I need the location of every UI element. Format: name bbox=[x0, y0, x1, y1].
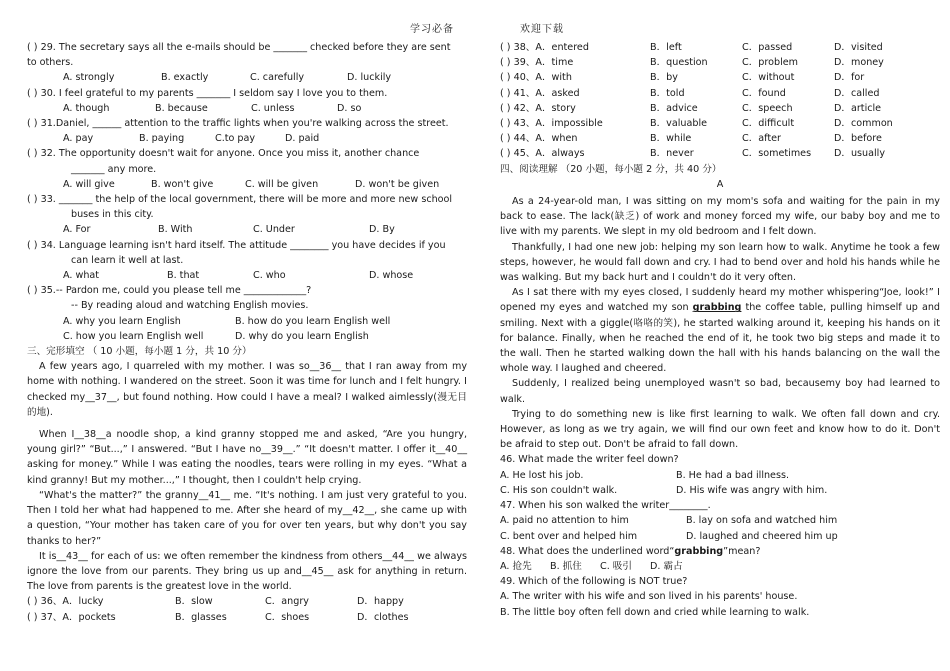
options: A. though B. because C. unless D. so bbox=[63, 102, 362, 114]
header-left: 学习必备 bbox=[410, 24, 454, 35]
cloze-option-row: ( ) 41、A．asked B．told C．found D．called bbox=[500, 87, 880, 99]
reading-paragraph-5: Trying to do something new is like first learning to walk. We often fall down and cry. However, as long as we try again, we will find our own feet and know how to do it. Don't be afraid to step out. Don't be afraid to fall down. bbox=[500, 408, 940, 451]
cloze-option-row: ( ) 44、A．when B．while C．after D．before bbox=[500, 133, 882, 145]
options: A. what B. that C. who D. whose bbox=[63, 270, 414, 282]
options: A. For B. With C. Under D. By bbox=[63, 224, 395, 236]
reading-paragraph-2: Thankfully, I had one new job: helping my son learn how to walk. Anytime he took a few steps, however, he would fall down and cry. I had to bend over and hold his hands while he was walking. But my back hurt and I couldn't do it very often. bbox=[500, 241, 940, 284]
question-49: 49. Which of the following is NOT true? A. The writer with his wife and son lived in his parents' house. B. The little boy often fell down and cried while learning to walk. bbox=[500, 576, 810, 618]
right-column bbox=[500, 40, 940, 620]
passage-label: A bbox=[716, 178, 724, 190]
question-30: ( ) 30. I feel grateful to my parents _______ I seldom say I love you to them. A. though B. because C. unless D. so bbox=[27, 86, 467, 116]
question-31: ( ) 31.Daniel, ______ attention to the traffic lights when you're walking across the street. A. pay B. paying C.to pay D. paid bbox=[27, 116, 467, 146]
question-46: 46. What made the writer feel down? A. He lost his job. B. He had a bad illness. C. His son couldn't walk. D. His wife was angry with him. bbox=[500, 454, 828, 496]
cloze-option-row: ( ) 38、A．entered B．left C．passed D．visited bbox=[500, 42, 883, 53]
header-right: 欢迎下载 bbox=[520, 24, 564, 35]
cloze-option-36: ( ) 36、A．lucky B．slow C．angry D．happy bbox=[27, 596, 404, 608]
underlined-word: grabbing bbox=[692, 302, 742, 314]
options: C. how you learn English well D. why do you learn English bbox=[63, 330, 369, 342]
cloze-paragraph-2: When I__38__a noodle shop, a kind granny stopped me and asked, “Are you hungry, young girl?” “But...,” I answered. “But I have no__39__.” “It doesn't matter. I offer it__40__ asking for money.” While I was eating the noodles, tears were rolling in my eyes. “What a kind granny! But my mother...,” I thought, then I couldn't help crying. bbox=[27, 429, 467, 486]
cloze-options bbox=[500, 40, 940, 162]
cloze-option-row: ( ) 45、A．always B．never C．sometimes D．usually bbox=[500, 148, 886, 160]
question-33: ( ) 33. _______ the help of the local government, there will be more and more new school buses in this city. A. For B. With C. Under D. By bbox=[27, 192, 467, 238]
cloze-option-37: ( ) 37、A．pockets B．glasses C．shoes D．clothes bbox=[27, 611, 409, 623]
question-29: ( ) 29. The secretary says all the e-mails should be _______ checked before they are sent to others. A. strongly B. exactly C. carefully D. luckily bbox=[27, 40, 467, 86]
reading-paragraph-4: Suddenly, I realized being unemployed wasn't so bad, becausemy boy had learned to walk. bbox=[500, 378, 940, 405]
cloze-option-row: ( ) 39、A．time B．question C．problem D．money bbox=[500, 57, 884, 69]
cloze-option-row: ( ) 43、A．impossible B．valuable C．difficult D．common bbox=[500, 118, 893, 130]
cloze-paragraph-1: A few years ago, I quarreled with my mother. I was so__36__ that I ran away from my home with nothing. I wandered on the street. Soon it was time for lunch and I felt hungry. I checked my__37__, but found nothing. How could I have a meal? I walked aimlessly(漫无目的地). bbox=[27, 361, 467, 418]
question-47: 47. When his son walked the writer________. A. paid no attention to him B. lay on sofa and watched him C. bent over and helped him D. laughed and cheered him up bbox=[500, 500, 838, 542]
options: A. strongly B. exactly C. carefully D. luckily bbox=[63, 72, 392, 84]
cloze-paragraph-4: It is__43__ for each of us: we often remember the kindness from others__44__ we always ignore the love from our parents. They bring us up and__45__ ask for anything in return. The love from parents is the greatest love in the world. bbox=[27, 550, 467, 593]
question-34: ( ) 34. Language learning isn't hard itself. The attitude ________ you have decides if you can learn it well at last. A. what B. that C. who D. whose bbox=[27, 238, 467, 284]
reading-paragraph-3: As I sat there with my eyes closed, I suddenly heard my mother whispering“Joe, look!” I opened my eyes and watched my son grabbing the coffee table, pulling himself up and smiling. Next with a giggle(咯咯的笑), he started walking around it, keeping his hands on it for balance. Finally, when he reached the end of it, he took two big steps and made it to the wall. Then he started walking down the hall with his hands balancing on the wall the whole way. I laughed and cheered. bbox=[500, 287, 940, 375]
question-32: ( ) 32. The opportunity doesn't wait for anyone. Once you miss it, another chance _______ any more. A. will give B. won't give C. will be given D. won't be given bbox=[27, 146, 467, 192]
question-48: 48. What does the underlined word“grabbing”mean? A. 抢先 B. 抓住 C. 吸引 D. 霸占 bbox=[500, 545, 761, 572]
cloze-option-row: ( ) 40、A．with B．by C．without D．for bbox=[500, 72, 865, 84]
left-column bbox=[27, 40, 467, 625]
section-3-title: 三、完形填空 （ 10 小题，每小题 1 分，共 10 分） bbox=[27, 346, 252, 358]
reading-paragraph-1: As a 24-year-old man, I was sitting on my mom's sofa and waiting for the pain in my back to ease. The lack(缺乏) of work and money forced my wife, our baby boy and me to live with my parents. We slept in my old bedroom and I felt down. bbox=[500, 196, 940, 238]
question-35: ( ) 35.-- Pardon me, could you please tell me _____________? -- By reading aloud and watching English movies. A. why you learn English B. how do you learn English well C. how you learn English well D. why do you learn English bbox=[27, 283, 467, 344]
cloze-option-row: ( ) 42、A．story B．advice C．speech D．article bbox=[500, 102, 882, 114]
page-header bbox=[410, 20, 564, 35]
options: A. why you learn English B. how do you learn English well bbox=[63, 315, 391, 327]
options: A. will give B. won't give C. will be given D. won't be given bbox=[63, 178, 440, 190]
section-4-title: 四、阅读理解 （20 小题，每小题 2 分，共 40 分） bbox=[500, 163, 722, 175]
cloze-paragraph-3: “What's the matter?” the granny__41__ me. “It's nothing. I am just very grateful to you. Then I told her what had happened to me. After she heard of my__42__, she came up with a question, “Your mother has taken care of you for over ten years, but why don't you say thanks to her?” bbox=[27, 489, 467, 547]
options: A. pay B. paying C.to pay D. paid bbox=[63, 133, 320, 145]
